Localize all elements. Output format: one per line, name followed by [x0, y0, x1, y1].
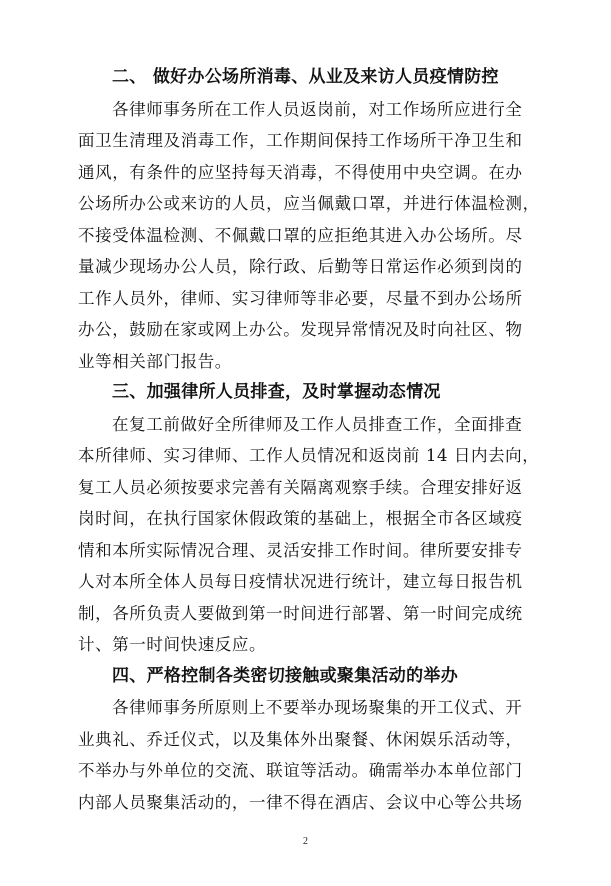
- paragraph-line: 制，各所负责人要做到第一时间进行部署、第一时间完成统: [78, 603, 523, 623]
- section-heading: 二、 做好办公场所消毒、从业及来访人员疫情防控: [112, 67, 499, 87]
- paragraph-line: 公场所办公或来访的人员，应当佩戴口罩，并进行体温检测，: [78, 194, 540, 213]
- paragraph-line: 通风，有条件的应坚持每天消毒，不得使用中央空调。在办: [78, 162, 523, 182]
- section-heading: 三、加强律所人员排查，及时掌握动态情况: [112, 382, 441, 402]
- paragraph-line: 人对本所全体人员每日疫情状况进行统计，建立每日报告机: [78, 572, 523, 591]
- section-four: [78, 661, 548, 819]
- section-heading: 四、严格控制各类密切接触或聚集活动的举办: [112, 665, 458, 686]
- paragraph-line: 业等相关部门报告。: [78, 351, 232, 371]
- paragraph: [78, 692, 548, 818]
- page-number: 2: [303, 836, 308, 847]
- paragraph-line: 不接受体温检测、不佩戴口罩的应拒绝其进入办公场所。尽: [78, 225, 523, 245]
- paragraph-line: 不举办与外单位的交流、联谊等活动。确需举办本单位部门: [78, 761, 523, 780]
- section-two: [78, 62, 548, 377]
- paragraph-line: 业典礼、乔迁仪式，以及集体外出聚餐、休闲娱乐活动等，: [78, 729, 523, 749]
- paragraph-line: 在复工前做好全所律师及工作人员排查工作，全面排查: [112, 414, 523, 434]
- paragraph-line: 办公，鼓励在家或网上办公。发现异常情况及时向社区、物: [78, 320, 523, 339]
- paragraph-line: 情和本所实际情况合理、灵活安排工作时间。律所要安排专: [78, 540, 523, 560]
- paragraph-line: 面卫生清理及消毒工作，工作期间保持工作场所干净卫生和: [78, 131, 523, 150]
- paragraph: [78, 409, 548, 661]
- paragraph: [78, 94, 548, 378]
- paragraph-line: 工作人员外，律师、实习律师等非必要，尽量不到办公场所: [78, 288, 523, 308]
- paragraph-line: 岗时间，在执行国家休假政策的基础上，根据全市各区域疫: [78, 509, 523, 528]
- section-three: [78, 377, 548, 661]
- paragraph-line: 本所律师、实习律师、工作人员情况和返岗前 14 日内去向，: [78, 446, 540, 465]
- paragraph-line: 复工人员必须按要求完善有关隔离观察手续。合理安排好返: [78, 477, 523, 497]
- paragraph-line: 量减少现场办公人员，除行政、后勤等日常运作必须到岗的: [78, 257, 523, 276]
- document-body: [78, 62, 548, 818]
- paragraph-line: 计、第一时间快速反应。: [78, 635, 267, 654]
- paragraph-line: 各律师事务所在工作人员返岗前，对工作场所应进行全: [112, 99, 523, 119]
- paragraph-line: 各律师事务所原则上不要举办现场聚集的开工仪式、开: [112, 698, 523, 717]
- paragraph-line: 内部人员聚集活动的，一律不得在酒店、会议中心等公共场: [78, 792, 523, 812]
